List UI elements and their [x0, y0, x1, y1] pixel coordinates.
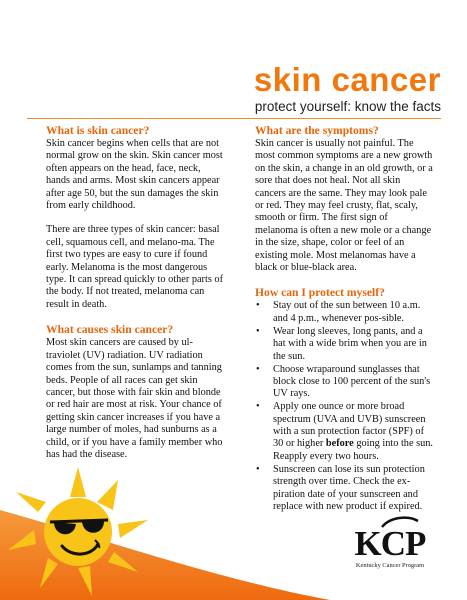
- section-heading-symptoms: What are the symptoms?: [255, 124, 379, 137]
- logo-letters: KCP: [354, 524, 426, 563]
- section-heading-causes: What causes skin cancer?: [46, 323, 174, 337]
- section-heading-what-is: What is skin cancer?: [46, 124, 150, 137]
- list-item: • Choose wraparound sunglasses that block close to 100 percent of the sun's UV rays.: [255, 364, 433, 401]
- list-item: • Wear long sleeves, long pants, and a hat with a wide brim when you are in the sun.: [255, 326, 433, 363]
- list-item: • Stay out of the sun between 10 a.m. and 4 p.m., whenever pos-sible.: [255, 300, 433, 325]
- header-divider: [27, 118, 441, 119]
- logo-swoosh-icon: [380, 515, 420, 529]
- list-item: • Sunscreen can lose its sun protection strength over time. Check the ex-piration date of your sunscreen and replace with new product if expired.: [255, 464, 433, 514]
- logo-program-name: Kentucky Cancer Program: [355, 562, 425, 569]
- list-item-text: going into the sun. Reapply every two hours.: [273, 438, 433, 462]
- list-item-bold-text: before: [325, 438, 354, 450]
- list-item-text: Apply one ounce or more broad spectrum (UVA and UVB) sunscreen with a sun protection factor (SPF) of 30 or higher: [273, 401, 426, 450]
- paragraph-types: There are three types of skin cancer: basal cell, squamous cell, and melano-ma. The first two types are easy to cure if found early. Melanoma is the most dangerous type. It can spread quickly to other parts of the body. If not treated, melanoma can result in death.: [46, 224, 223, 310]
- paragraph-symptoms: Skin cancer is usually not painful. The most common symptoms are a new growth on the skin, a change in an old growth, or a sore that does not heal. Not all skin cancers are the same. They may look pale or red. They may feel crusty, flat, scaly, smooth or firm. The first sign of melanoma is often a new mole or a change in the size, shape, color or feel of an existing mole. Most melanomas have a black or blue-black area.: [255, 138, 433, 274]
- kcp-logo: [340, 526, 440, 569]
- page-subtitle: protect yourself: know the facts: [254, 99, 441, 114]
- page-title: skin cancer: [253, 61, 441, 98]
- section-heading-protect: How can I protect myself?: [255, 286, 385, 300]
- paragraph-what-is: Skin cancer begins when cells that are not normal grow on the skin. Skin cancer most often appears on the head, face, neck, hands and arms. Most skin cancers appear after age 50, but the sun damages the skin from early childhood.: [46, 138, 223, 212]
- sun-icon: [44, 498, 112, 566]
- left-column: [46, 124, 226, 473]
- paragraph-causes: Most skin cancers are caused by ul-traviolet (UV) radiation. UV radiation comes from the sun, sunlamps and tanning beds. People of all races can get skin cancer, but those with fair skin and blonde or red hair are most at risk. Your chance of getting skin cancer increases if you have a large number of moles, had sunburns as a child, or if you have a family member who has had the disease.: [46, 337, 223, 460]
